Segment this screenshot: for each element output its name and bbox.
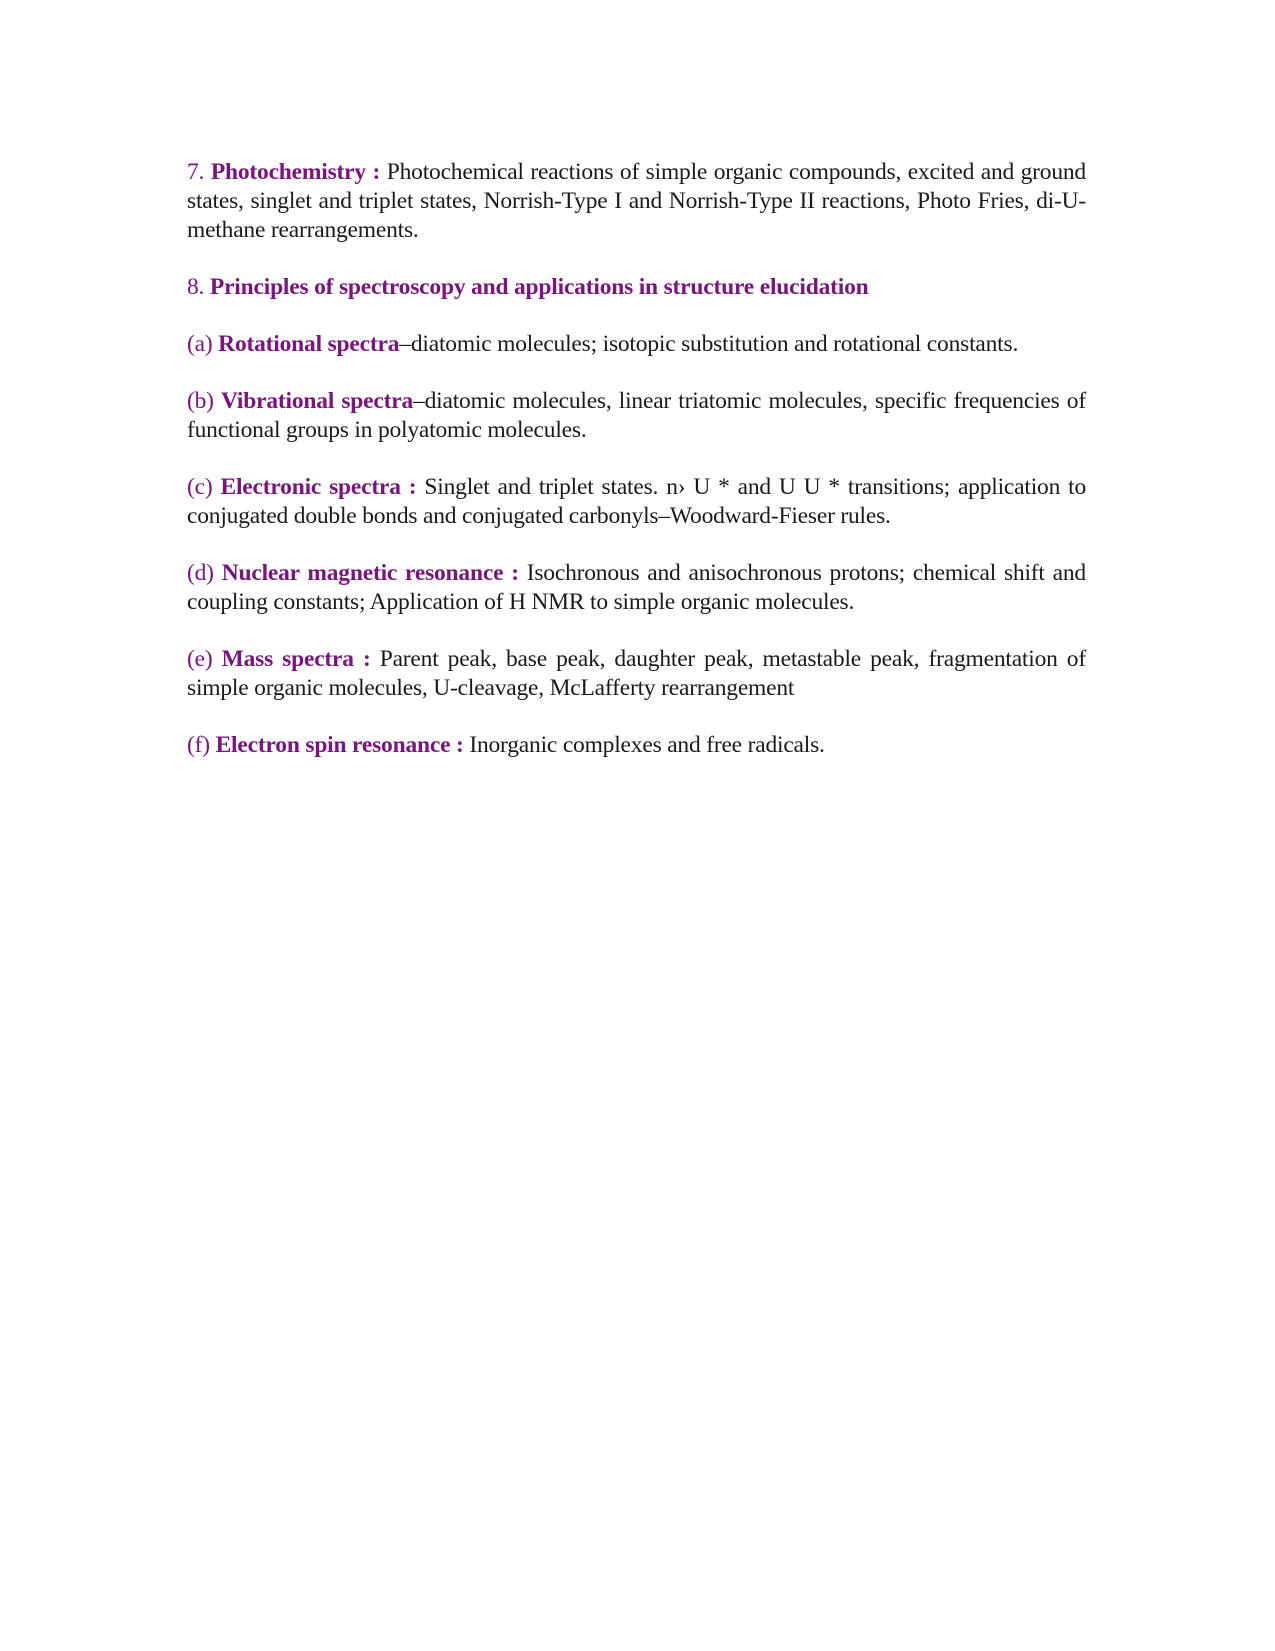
subsection-b-vibrational-spectra (187, 387, 1086, 445)
section-heading: Photochemistry : (210, 159, 381, 185)
subsection-c-electronic-spectra (187, 473, 1086, 531)
subsection-text: –diatomic molecules, linear triatomic molecules, specific frequencies of functional groups in polyatomic molecules. (187, 388, 1086, 443)
section-8-spectroscopy (187, 273, 1086, 302)
section-number: 7. (187, 159, 205, 185)
subsection-heading: Electron spin resonance : (215, 732, 464, 758)
subsection-text: Parent peak, base peak, daughter peak, metastable peak, fragmentation of simple organic molecules, U-cleavage, McLafferty rearrangement (187, 646, 1086, 701)
document-page (187, 158, 1086, 788)
subsection-text: Inorganic complexes and free radicals. (469, 732, 825, 758)
section-text: Photochemical reactions of simple organic compounds, excited and ground states, singlet and triplet states, Norrish-Type I and Norrish-Type II reactions, Photo Fries, di-U-methane rearrangements. (187, 159, 1086, 243)
subsection-label: (d) (187, 560, 214, 586)
subsection-text: Isochronous and anisochronous protons; chemical shift and coupling constants; Application of H NMR to simple organic molecules. (187, 560, 1086, 615)
subsection-label: (e) (187, 646, 213, 672)
section-heading: Principles of spectroscopy and applications in structure elucidation (209, 274, 869, 300)
subsection-label: (c) (187, 474, 213, 500)
subsection-heading: Electronic spectra : (220, 474, 417, 500)
section-7-photochemistry (187, 158, 1086, 245)
subsection-text: –diatomic molecules; isotopic substitution and rotational constants. (399, 331, 1019, 357)
subsection-text: Singlet and triplet states. n› U * and U U * transitions; application to conjugated double bonds and conjugated carbonyls–Woodward-Fieser rules. (187, 474, 1086, 529)
subsection-e-mass-spectra (187, 645, 1086, 703)
section-number: 8. (187, 274, 205, 300)
subsection-label: (f) (187, 732, 210, 758)
subsection-f-esr (187, 731, 1086, 760)
subsection-a-rotational-spectra (187, 330, 1086, 359)
subsection-heading: Nuclear magnetic resonance : (221, 560, 519, 586)
subsection-d-nmr (187, 559, 1086, 617)
subsection-heading: Rotational spectra (218, 331, 400, 357)
subsection-label: (b) (187, 388, 214, 414)
subsection-label: (a) (187, 331, 213, 357)
subsection-heading: Vibrational spectra (221, 388, 414, 414)
subsection-heading: Mass spectra : (221, 646, 371, 672)
